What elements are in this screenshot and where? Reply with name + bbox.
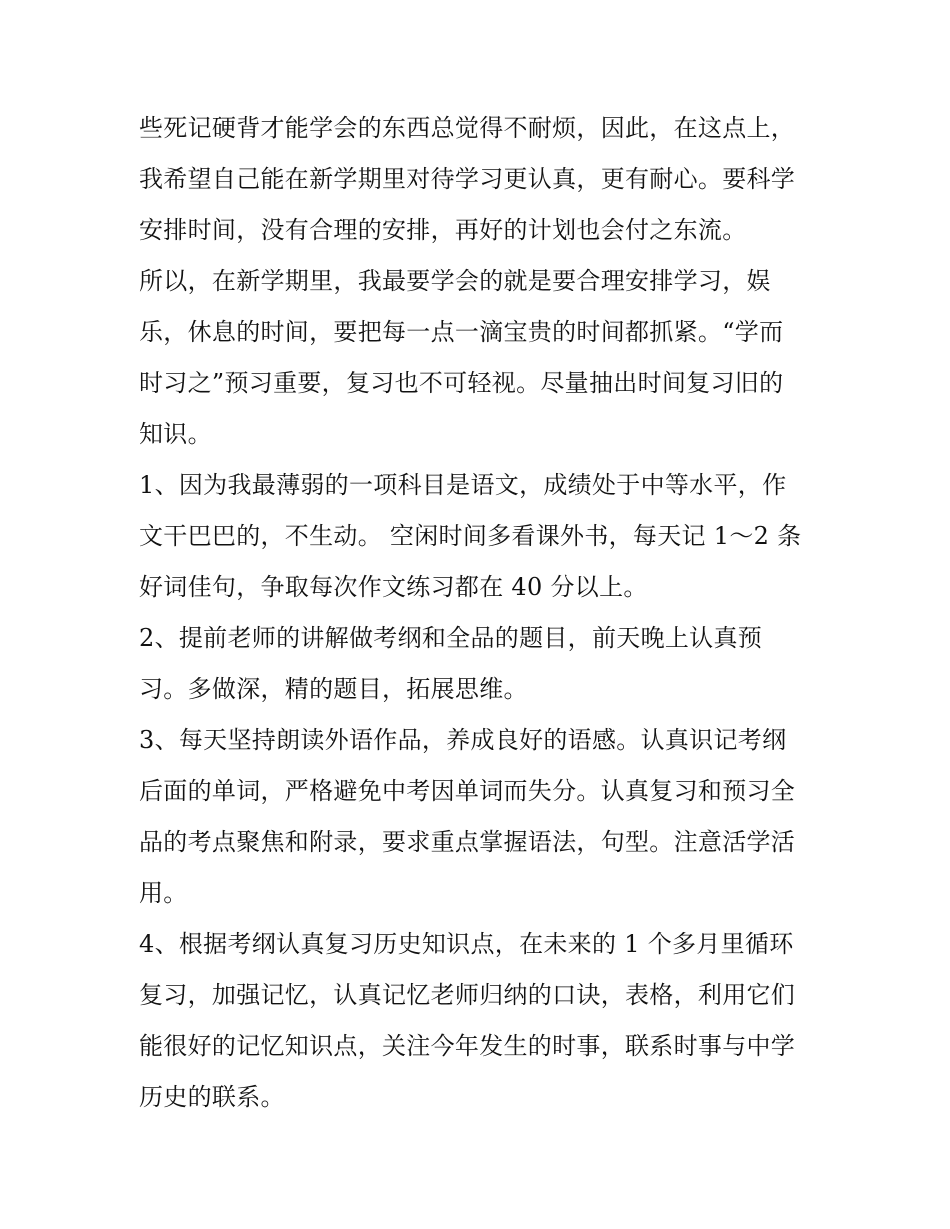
text-line: 后面的单词，严格避免中考因单词而失分。认真复习和预习全 (139, 777, 796, 805)
text-line: 文干巴巴的，不生动。 空闲时间多看课外书，每天记 1～2 条 (139, 522, 802, 550)
text-line: 复习，加强记忆，认真记忆老师归纳的口诀，表格，利用它们 (139, 981, 796, 1009)
text-line: 2、提前老师的讲解做考纲和全品的题目，前天晚上认真预 (139, 624, 763, 652)
text-line: 知识。 (139, 420, 212, 448)
text-line: 所以，在新学期里，我最要学会的就是要合理安排学习，娱 (139, 267, 771, 295)
text-line: 能很好的记忆知识点，关注今年发生的时事，联系时事与中学 (139, 1032, 796, 1060)
text-line: 品的考点聚焦和附录，要求重点掌握语法，句型。注意活学活 (139, 828, 796, 856)
text-line: 时习之”预习重要，复习也不可轻视。尽量抽出时间复习旧的 (139, 369, 784, 397)
text-line: 我希望自己能在新学期里对待学习更认真，更有耐心。要科学 (139, 165, 796, 193)
text-line: 1、因为我最薄弱的一项科目是语文，成绩处于中等水平，作 (139, 471, 787, 499)
text-line: 4、根据考纲认真复习历史知识点，在未来的 1 个多月里循环 (139, 930, 794, 958)
text-line: 乐，休息的时间，要把每一点一滴宝贵的时间都抓紧。“学而 (139, 318, 784, 346)
text-line: 历史的联系。 (139, 1083, 285, 1111)
text-line: 些死记硬背才能学会的东西总觉得不耐烦，因此，在这点上， (139, 114, 796, 142)
text-line: 习。多做深，精的题目，拓展思维。 (139, 675, 528, 703)
text-line: 3、每天坚持朗读外语作品，养成良好的语感。认真识记考纲 (139, 726, 787, 754)
text-line: 安排时间，没有合理的安排，再好的计划也会付之东流。 (139, 216, 747, 244)
text-line: 用。 (139, 879, 188, 907)
text-line: 好词佳句，争取每次作文练习都在 40 分以上。 (139, 573, 648, 601)
